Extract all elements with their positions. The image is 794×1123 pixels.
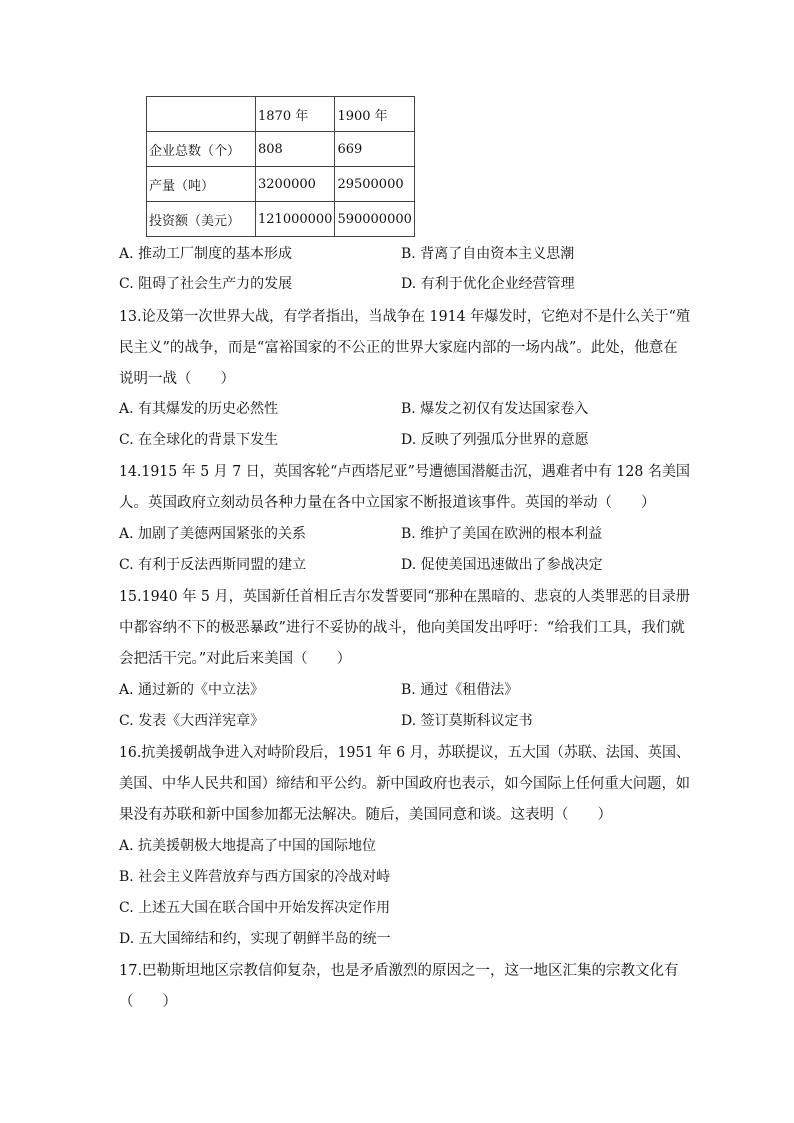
q16-option-d: D. 五大国缔结和约，实现了朝鲜半岛的统一 [119,931,391,947]
q15-option-b: B. 通过《租借法》 [401,682,519,698]
q13-option-b: B. 爆发之初仅有发达国家卷入 [401,401,589,417]
q13-option-c: C. 在全球化的背景下发生 [119,432,279,448]
table-cell: 企业总数（个） [147,132,256,167]
q15-stem-line-1: 15.1940 年 5 月，英国新任首相丘吉尔发誓要同“那种在黑暗的、悲哀的人类罪恶的目录册 [119,589,691,605]
table-cell: 121000000 [256,202,335,237]
q15-stem-line-3: 会把活干完。”对此后来美国（ ） [119,651,352,667]
table-row [147,167,415,202]
q14-option-a: A. 加剧了美德两国紧张的关系 [119,526,307,542]
q14-option-d: D. 促使美国迅速做出了参战决定 [401,557,603,573]
q12-option-a: A. 推动工厂制度的基本形成 [119,246,293,262]
table-cell: 产量（吨） [147,167,256,202]
q16-option-b: B. 社会主义阵营放弃与西方国家的冷战对峙 [119,869,391,885]
table-row [147,132,415,167]
q17-stem-line-1: 17.巴勒斯坦地区宗教信仰复杂，也是矛盾激烈的原因之一，这一地区汇集的宗教文化有 [119,963,679,979]
table-header-row [147,97,415,132]
q12-option-c: C. 阻碍了社会生产力的发展 [119,276,293,292]
table-cell: 808 [256,132,335,167]
table-header-cell: 1900 年 [335,97,414,132]
q15-option-d: D. 签订莫斯科议定书 [401,713,533,729]
q14-option-c: C. 有利于反法西斯同盟的建立 [119,557,307,573]
q14-stem-line-1: 14.1915 年 5 月 7 日，英国客轮“卢西塔尼亚”号遭德国潜艇击沉，遇难者中有 128 名美国 [119,464,691,480]
q15-option-c: C. 发表《大西洋宪章》 [119,713,265,729]
q16-stem-line-3: 果没有苏联和新中国参加都无法解决。随后，美国同意和谈。这表明（ ） [119,807,612,823]
table-cell: 590000000 [335,202,414,237]
q16-stem-line-2: 美国、中华人民共和国）缔结和平公约。新中国政府也表示，如今国际上任何重大问题，如 [119,776,691,792]
q14-option-b: B. 维护了美国在欧洲的根本利益 [401,526,603,542]
table-header-cell [147,97,256,132]
q16-option-a: A. 抗美援朝极大地提高了中国的国际地位 [119,838,377,854]
q15-option-a: A. 通过新的《中立法》 [119,682,265,698]
statistics-table [146,96,415,237]
table-header-cell: 1870 年 [256,97,335,132]
q13-stem-line-1: 13.论及第一次世界大战，有学者指出，当战争在 1914 年爆发时，它绝对不是什么关于“殖 [119,309,691,325]
q14-stem-line-2: 人。英国政府立刻动员各种力量在各中立国家不断报道该事件。英国的举动（ ） [119,495,656,511]
table-cell: 669 [335,132,414,167]
q16-stem-line-1: 16.抗美援朝战争进入对峙阶段后，1951 年 6 月，苏联提议，五大国（苏联、法国、英国、 [119,745,691,761]
q13-option-d: D. 反映了列强瓜分世界的意愿 [401,432,589,448]
table-cell: 3200000 [256,167,335,202]
q13-stem-line-2: 民主义”的战争，而是“富裕国家的不公正的世界大家庭内部的一场内战”。此处，他意在 [119,340,678,356]
q12-option-d: D. 有利于优化企业经营管理 [401,276,575,292]
q15-stem-line-2: 中都容纳不下的极恶暴政”进行不妥协的战斗，他向美国发出呼吁：“给我们工具，我们就 [119,620,685,636]
q16-option-c: C. 上述五大国在联合国中开始发挥决定作用 [119,900,391,916]
table-cell: 29500000 [335,167,414,202]
q12-option-b: B. 背离了自由资本主义思潮 [401,246,575,262]
table-row [147,202,415,237]
table-cell: 投资额（美元） [147,202,256,237]
q13-stem-line-3: 说明一战（ ） [119,371,235,387]
q13-option-a: A. 有其爆发的历史必然性 [119,401,279,417]
q17-stem-line-2: （ ） [119,994,177,1010]
